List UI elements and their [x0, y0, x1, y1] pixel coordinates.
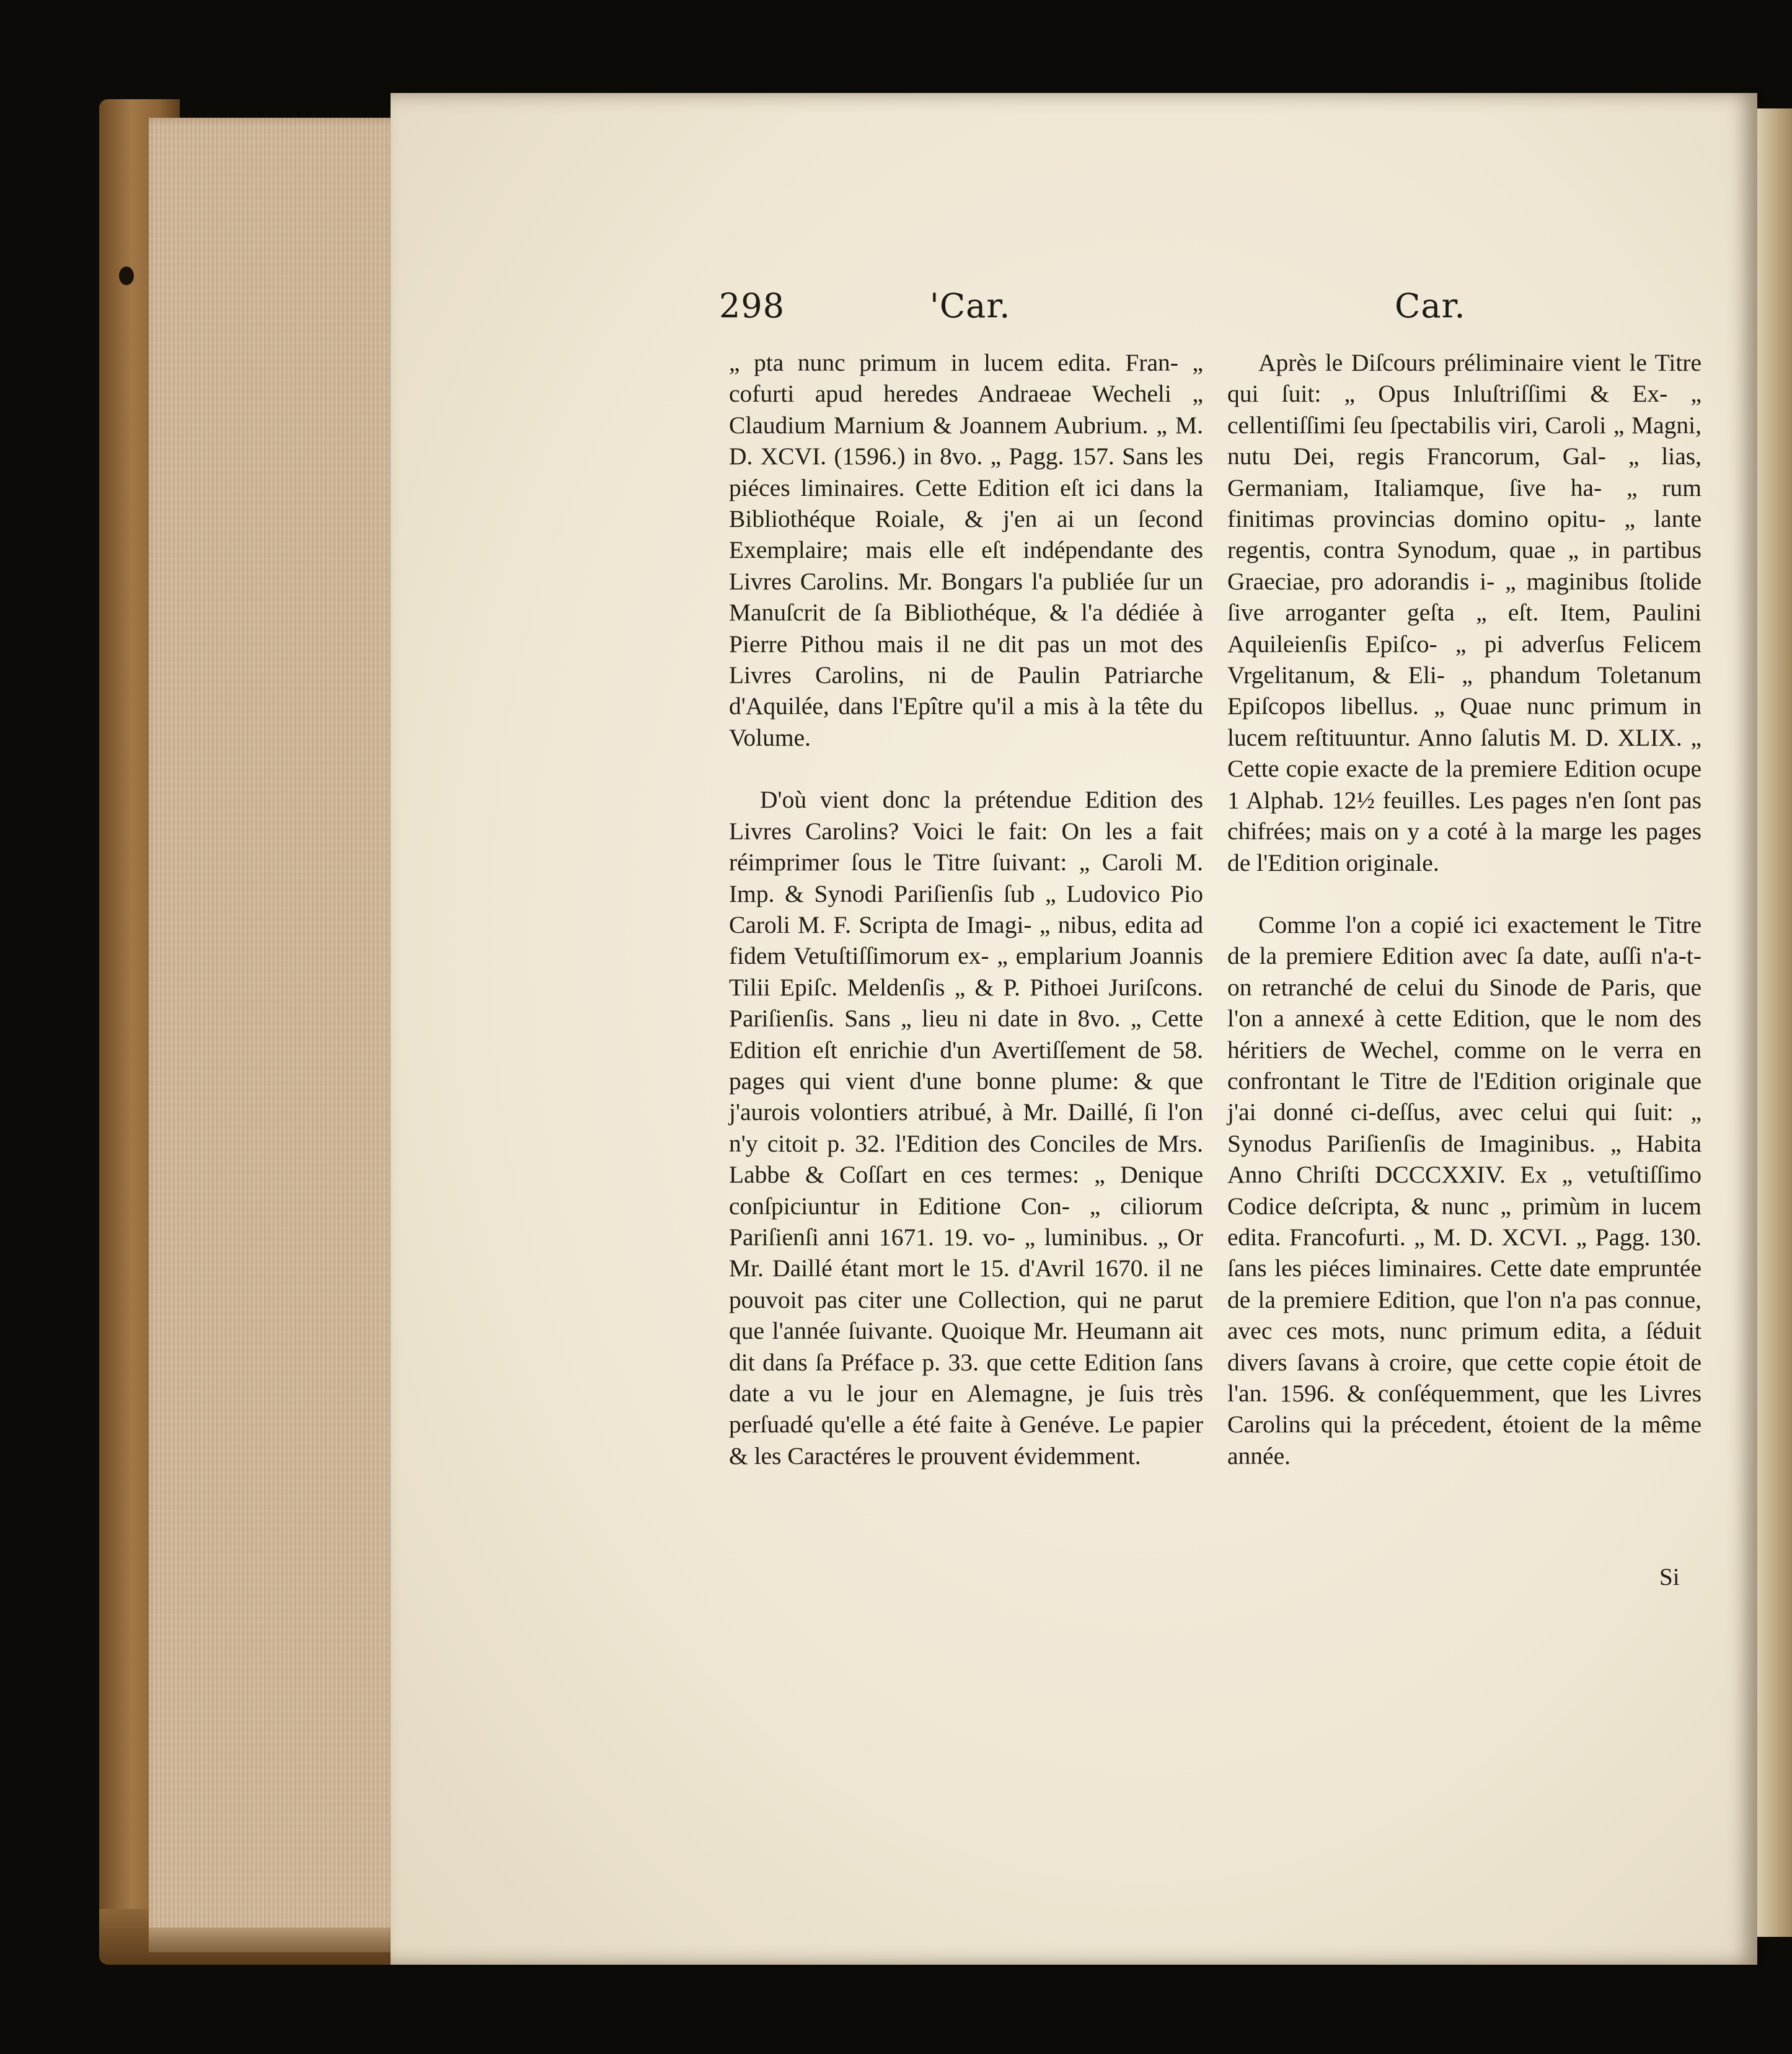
catchword: Si	[1659, 1564, 1680, 1590]
right-paragraph-2: Comme l'on a copié ici exactement le Titre de la premiere Edition avec ſa date, auſſi n'a-t-on retranché de celui du Sinode de Paris, que l'on a annexé à cette Edition, que le nom des héritiers de Wechel, comme on le verra en confrontant le Titre de l'Edition originale que j'ai donné ci-deſſus, avec celui qui ſuit: „ Synodus Pariſienſis de Imaginibus. „ Habita Anno Chriſti DCCCXXIV. Ex „ vetuſtiſſimo Codice deſcripta, & nunc „ primùm in lucem edita. Francofurti. „ M. D. XCVI. „ Pagg. 130. ſans les piéces liminaires. Cette date empruntée de la premiere Edition, que l'on n'a pas connue, avec ces mots, nunc primum edita, a ſéduit divers ſavans à croire, que cette copie étoit de l'an. 1596. & conſéquemment, que les Livres Carolins qui la précedent, étoient de la même année.	[1227, 910, 1702, 1470]
running-head-left: 'Car.	[930, 286, 1011, 325]
right-text-column	[1227, 347, 1702, 1471]
page-block-bottom	[149, 1928, 415, 1952]
page-number: 298	[719, 286, 785, 325]
left-paragraph-2: D'où vient donc la prétendue Edition des Livres Carolins? Voici le fait: On les a fait réimprimer ſous le Titre ſuivant: „ Caroli M. Imp. & Synodi Pariſienſis ſub „ Ludovico Pio Caroli M. F. Scripta de Imagi- „ nibus, edita ad fidem Vetuſtiſſimorum ex- „ emplarium Joannis Tilii Epiſc. Meldenſis „ & P. Pithoei Juriſcons. Pariſienſis. Sans „ lieu ni date in 8vo. „ Cette Edition eſt enrichie d'un Avertiſſement de 58. pages qui vient d'une bonne plume: & que j'aurois volontiers atribué, à Mr. Daillé, ſi l'on n'y citoit p. 32. l'Edition des Conciles de Mrs. Labbe & Coſſart en ces termes: „ Denique conſpiciuntur in Editione Con- „ ciliorum Pariſienſi anni 1671. 19. vo- „ luminibus. „ Or Mr. Daillé étant mort le 15. d'Avril 1670. il ne pouvoit pas citer une Collection, qui ne parut que l'année ſuivante. Quoique Mr. Heumann ait dit dans ſa Préface p. 33. que cette Edition ſans date a vu le jour en Alemagne, je ſuis très perſuadé qu'elle a été faite à Genéve. Le papier & les Caractéres le prouvent évidemment.	[729, 786, 1203, 1470]
running-head-right: Car.	[1395, 286, 1466, 325]
page-block-edge	[149, 118, 409, 1934]
right-paragraph-1: Après le Diſcours préliminaire vient le Titre qui ſuit: „ Opus Inluſtriſſimi & Ex- „ cellentiſſimi ſeu ſpectabilis viri, Caroli „ Magni, nutu Dei, regis Francorum, Gal- „ lias, Germaniam, Italiamque, ſive ha- „ rum finitimas provincias domino opitu- „ lante regentis, contra Synodum, quae „ in partibus Graeciae, pro adorandis i- „ maginibus ſtolide ſive arroganter geſta „ eſt. Item, Paulini Aquileienſis Epiſco- „ pi adverſus Felicem Vrgelitanum, & Eli- „ phandum Toletanum Epiſcopos libellus. „ Quae nunc primum in lucem reſtituuntur. Anno ſalutis M. D. XLIX. „ Cette copie exacte de la premiere Edition ocupe 1 Alphab. 12½ feuilles. Les pages n'en ſont pas chifrées; mais on y a coté à la marge les pages de l'Edition originale.	[1227, 349, 1702, 876]
left-text-column	[729, 347, 1203, 1471]
next-page-edge	[1757, 108, 1792, 1937]
left-paragraph-1: „ pta nunc primum in lucem edita. Fran- „ cofurti apud heredes Andraeae Wecheli „ Claudium Marnium & Joannem Aubrium. „ M. D. XCVI. (1596.) in 8vo. „ Pagg. 157. Sans les piéces liminaires. Cette Edition eſt ici dans la Bibliothéque Roiale, & j'en ai un ſecond Exemplaire; mais elle eſt indépendante des Livres Carolins. Mr. Bongars l'a publiée ſur un Manuſcrit de ſa Bibliothéque, & l'a dédiée à Pierre Pithou mais il ne dit pas un mot des Livres Carolins, ni de Paulin Patriarche d'Aquilée, dans l'Epître qu'il a mis à la tête du Volume.	[729, 349, 1203, 751]
cover-rivet	[119, 267, 134, 285]
